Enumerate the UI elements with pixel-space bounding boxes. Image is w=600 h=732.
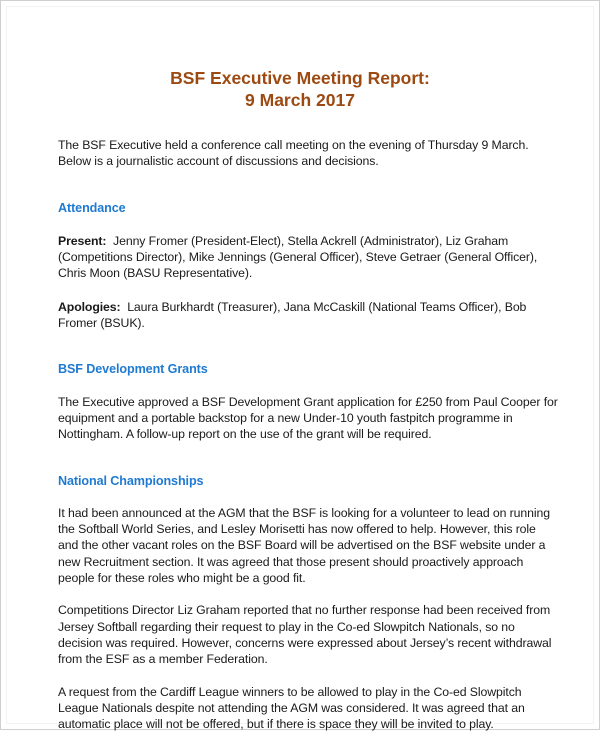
- apologies-paragraph: [58, 299, 558, 332]
- apologies-label: Apologies:: [58, 299, 121, 314]
- report-title: [1, 67, 599, 111]
- section-heading-attendance: Attendance: [58, 200, 126, 215]
- intro-paragraph: [58, 137, 558, 170]
- championships-paragraph-2: Competitions Director Liz Graham reported that no further response had been received from Jersey Softball regarding their request to play in the Co-ed Slowpitch Nationals, so no decision was required. However, concerns were expressed about Jersey’s recent withdrawal from the ESF as a member Federation.: [58, 603, 552, 667]
- title-line-1: BSF Executive Meeting Report:: [170, 68, 430, 88]
- apologies-text: Laura Burkhardt (Treasurer), Jana McCaskill (National Teams Officer), Bob Fromer (BSUK).: [58, 299, 527, 331]
- intro-line-1: The BSF Executive held a conference call meeting on the evening of Thursday 9 March.: [58, 138, 529, 152]
- title-line-2: 9 March 2017: [245, 90, 355, 110]
- championships-paragraph-3: A request from the Cardiff League winners to be allowed to play in the Co-ed Slowpitch League Nationals despite not attending the AGM was considered. It was agreed that an automatic place will not be offered, but if there is space they will be invited to play.: [58, 684, 525, 732]
- section-heading-development-grants: BSF Development Grants: [58, 362, 208, 377]
- grants-paragraph: The Executive approved a BSF Development Grant application for £250 from Paul Cooper for equipment and a portable backstop for a new Under-10 youth fastpitch programme in Nottingham. A follow-up report on the use of the grant will be required.: [58, 394, 558, 442]
- present-label: Present:: [58, 233, 107, 248]
- intro-line-2: Below is a journalistic account of discussions and decisions.: [58, 154, 379, 169]
- present-text: Jenny Fromer (President-Elect), Stella Ackrell (Administrator), Liz Graham (Competitions Director), Mike Jennings (General Officer), Steve Getraer (General Officer), Chris Moon (BASU Representative).: [58, 233, 538, 281]
- section-heading-national-championships: National Championships: [58, 473, 204, 488]
- present-paragraph: [58, 233, 558, 282]
- report-body: [58, 137, 558, 732]
- championships-paragraph-1: It had been announced at the AGM that the BSF is looking for a volunteer to lead on running the Softball World Series, and Lesley Morisetti has now offered to help. However, this role and the other vacant roles on the BSF Board will be advertised on the BSF website under a new Recruitment section. It was agreed that those present should proactively approach people for these roles who might be a good fit.: [58, 505, 550, 586]
